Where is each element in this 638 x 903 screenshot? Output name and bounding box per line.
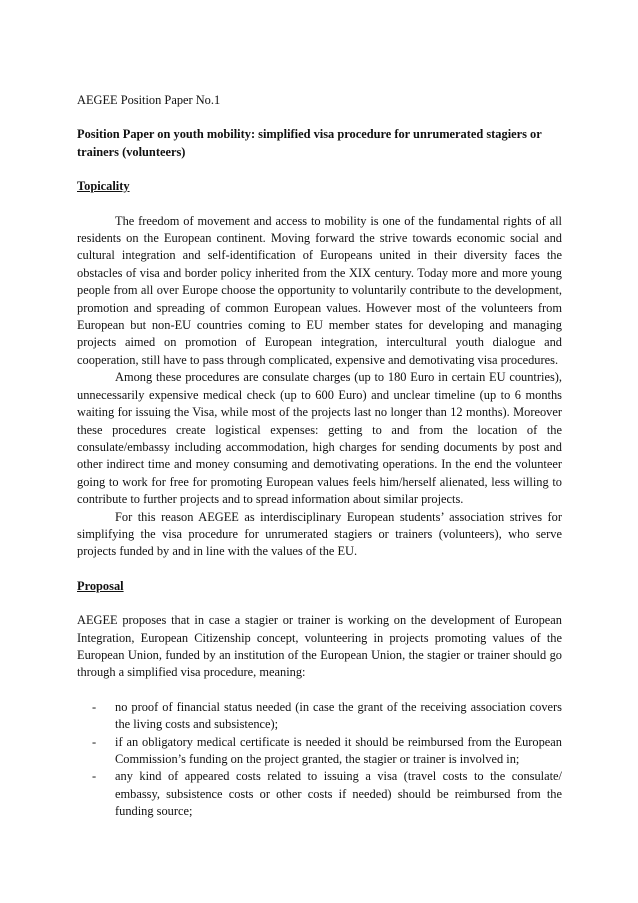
list-item: [77, 734, 562, 769]
list-item-text: if an obligatory medical certificate is needed it should be reimbursed from the European Commission’s funding on the project granted, the stagier or trainer is involved in;: [115, 734, 562, 766]
proposal-intro: AEGEE proposes that in case a stagier or trainer is working on the development of European Integration, European Citizenship concept, volunteering in projects promoting values of the European Union, funded by an institution of the European Union, the stagier or trainer should go through a simplified visa procedure, meaning:: [77, 613, 562, 680]
bullet-dash: -: [92, 734, 97, 749]
topicality-paragraph: The freedom of movement and access to mobility is one of the fundamental rights of all residents on the European continent. Moving forward the strive towards economic social and cultural integration and self-identification of Europeans united in their diversity faces the obstacles of visa and border policy inherited from the XIX century. Today more and more young people from all over Europe choose the opportunity to voluntarily contribute to the development, promotion and spreading of common European values. However most of the volunteers from European but non-EU countries coming to EU member states for developing and managing projects aimed on promotion of European integration, intercultural youth dialogue and cooperation, still have to pass through complicated, expensive and demotivating visa procedures.: [77, 213, 562, 367]
section-heading-proposal: Proposal: [77, 578, 124, 593]
bullet-dash: -: [92, 699, 97, 714]
document-title: Position Paper on youth mobility: simplified visa procedure for unrumerated stagiers or trainers (volunteers): [77, 127, 542, 159]
list-item-text: no proof of financial status needed (in case the grant of the receiving association covers the living costs and subsistence);: [115, 699, 562, 732]
position-paper-number: AEGEE Position Paper No.1: [77, 93, 221, 107]
list-item-text: any kind of appeared costs related to issuing a visa (travel costs to the consulate/ embassy, subsistence costs or other costs if needed) should be reimbursed from the funding source;: [115, 769, 562, 819]
list-item: [77, 699, 562, 734]
proposal-list: [77, 699, 562, 821]
section-heading-topicality: Topicality: [77, 179, 130, 194]
list-item: [77, 768, 562, 820]
topicality-paragraph: Among these procedures are consulate charges (up to 180 Euro in certain EU countries), unnecessarily expensive medical check (up to 600 Euro) and unclear timeline (up to 6 months waiting for issuing the Visa, while most of the projects last no longer than 12 months). Moreover these procedures create logistical expenses: getting to and from the location of the consulate/embassy including accommodation, high charges for sending documents by post and other indirect time and money consuming and demotivating operations. In the end the volunteer going to work for free for promoting European values feels him/herself alienated, less willing to contribute to further projects and to spread information about similar projects.: [77, 370, 562, 507]
topicality-paragraph: For this reason AEGEE as interdisciplinary European students’ association strives for simplifying the visa procedure for unrumerated stagiers or trainers (volunteers), who serve projects funded by and in line with the values of the EU.: [77, 509, 562, 559]
document-body: [77, 92, 562, 821]
bullet-dash: -: [92, 769, 97, 784]
